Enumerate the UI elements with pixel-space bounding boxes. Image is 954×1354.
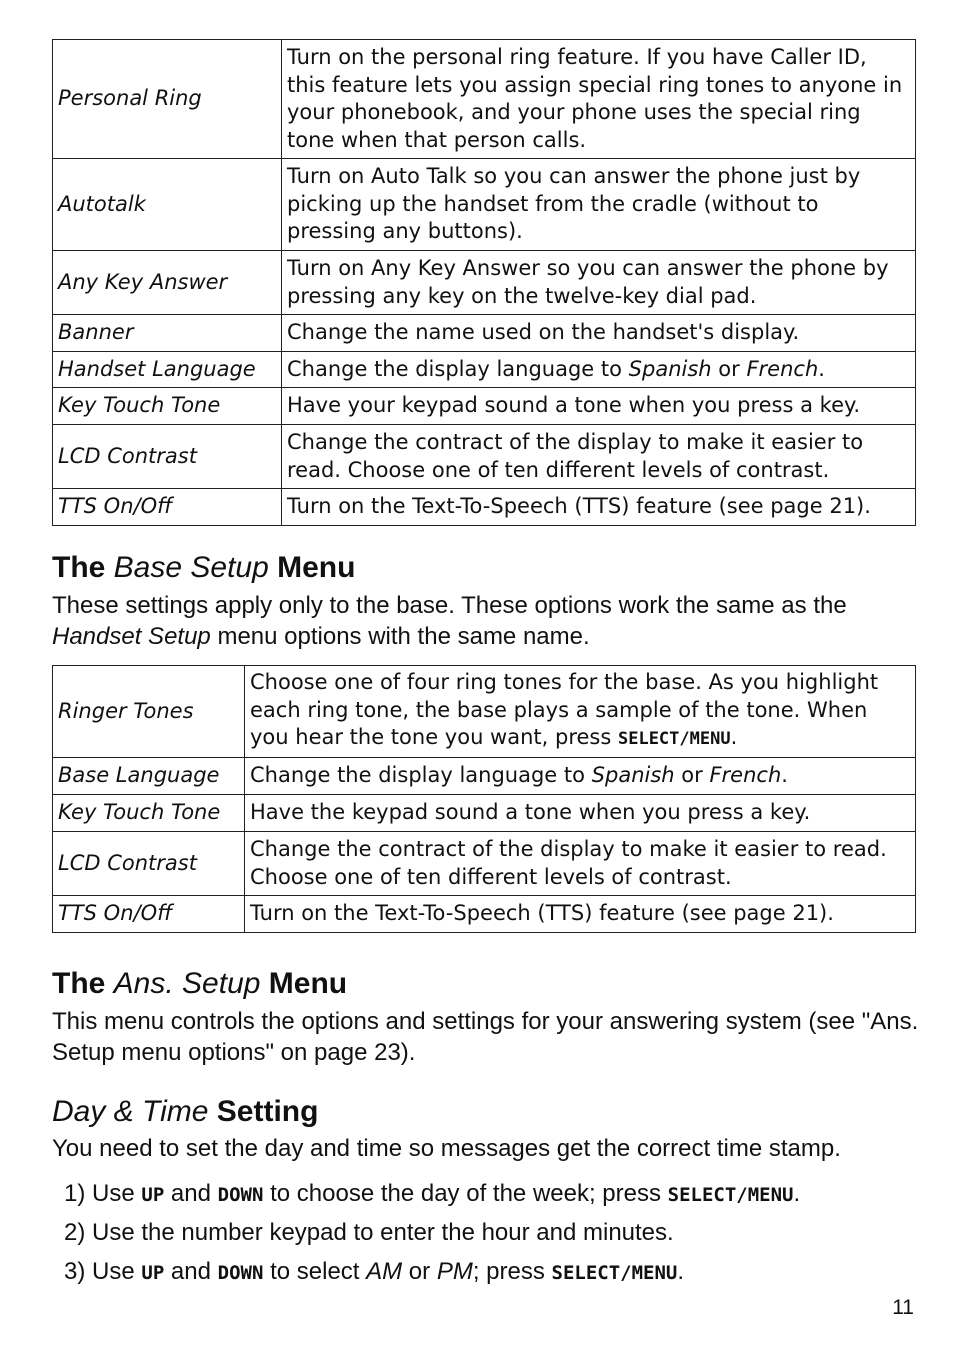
heading-setting: Setting <box>208 1095 319 1128</box>
heading-menu: Menu <box>260 967 348 1000</box>
setting-description: Change the contract of the display to make it easier to read. Choose one of ten different levels of contrast. <box>282 425 916 489</box>
setting-description: Have the keypad sound a tone when you press a key. <box>245 795 916 832</box>
step-number: 3) <box>64 1258 93 1285</box>
step-text: and <box>164 1258 218 1285</box>
handset-setup-ref: Handset Setup <box>52 623 211 650</box>
day-time-text: You need to set the day and time so messages get the correct time stamp. <box>52 1135 841 1162</box>
heading-the: The <box>52 551 114 584</box>
table-row <box>53 795 916 832</box>
desc-text: Change the display language to <box>287 356 629 381</box>
heading-menu: Menu <box>268 551 356 584</box>
down-key: DOWN <box>217 1184 264 1206</box>
option-french: French <box>709 763 782 788</box>
period: . <box>730 725 738 750</box>
heading-menu-name: Ans. Setup <box>113 967 261 1000</box>
step-text: or <box>402 1258 437 1285</box>
am-option: AM <box>366 1258 403 1285</box>
desc-text: Choose one of four ring tones for the base. As you highlight each ring tone, the base plays a sample of the tone. When you hear the tone you want, press <box>250 670 879 750</box>
setting-name: Key Touch Tone <box>53 795 245 832</box>
page-number: 11 <box>892 1296 914 1319</box>
setting-description: Turn on Any Key Answer so you can answer the phone by pressing any key on the twelve-key dial pad. <box>282 251 916 315</box>
setting-name: TTS On/Off <box>53 489 282 526</box>
heading-feature-name: Day & Time <box>52 1095 209 1128</box>
select-menu-key: SELECT/MENU <box>617 729 731 750</box>
desc-text: Change the display language to <box>250 763 592 788</box>
setting-name: TTS On/Off <box>53 896 245 933</box>
day-time-steps <box>64 1178 800 1295</box>
step-text: Use <box>92 1180 142 1207</box>
setting-name: Personal Ring <box>53 40 282 159</box>
intro-text: These settings apply only to the base. These options work the same as the <box>52 592 847 619</box>
heading-the: The <box>52 967 114 1000</box>
heading-menu-name: Base Setup <box>113 551 269 584</box>
setting-description: Have your keypad sound a tone when you press a key. <box>282 388 916 425</box>
step-text: Use the number keypad to enter the hour and minutes. <box>92 1219 674 1246</box>
step-item <box>64 1217 800 1256</box>
period: . <box>781 763 788 788</box>
setting-name: Key Touch Tone <box>53 388 282 425</box>
setting-name: Ringer Tones <box>53 666 245 758</box>
step-number: 2) <box>64 1219 93 1246</box>
option-spanish: Spanish <box>628 356 712 381</box>
setting-description: Turn on the personal ring feature. If you have Caller ID, this feature lets you assign special ring tones to anyone in your phonebook, and your phone uses the special ring tone when that person calls. <box>282 40 916 159</box>
period: . <box>818 356 825 381</box>
table-row <box>53 489 916 526</box>
setting-name: Base Language <box>53 758 245 795</box>
table-row <box>53 352 916 388</box>
ans-setup-text: This menu controls the options and settings for your answering system (see "Ans. Setup menu options" on page 23). <box>52 1008 919 1066</box>
step-item <box>64 1256 800 1295</box>
table-row <box>53 832 916 896</box>
or-text: or <box>711 356 747 381</box>
setting-description: Turn on the Text-To-Speech (TTS) feature (see page 21). <box>245 896 916 933</box>
ans-setup-heading <box>52 967 347 1001</box>
step-text: to choose the day of the week; press <box>263 1180 668 1207</box>
pm-option: PM <box>436 1258 473 1285</box>
step-text: . <box>793 1180 801 1207</box>
handset-setup-table <box>52 39 916 526</box>
option-french: French <box>746 356 819 381</box>
setting-name: Banner <box>53 315 282 352</box>
step-text: . <box>677 1258 685 1285</box>
setting-description <box>245 758 916 795</box>
select-menu-key: SELECT/MENU <box>551 1262 678 1284</box>
step-item <box>64 1178 800 1217</box>
setting-name: Any Key Answer <box>53 251 282 315</box>
step-text: and <box>164 1180 218 1207</box>
setting-description: Change the name used on the handset's display. <box>282 315 916 352</box>
option-spanish: Spanish <box>591 763 675 788</box>
table-row <box>53 251 916 315</box>
select-menu-key: SELECT/MENU <box>667 1184 794 1206</box>
table-row <box>53 40 916 159</box>
table-row <box>53 159 916 251</box>
down-key: DOWN <box>217 1262 264 1284</box>
table-row <box>53 315 916 352</box>
base-setup-heading <box>52 551 355 585</box>
setting-name: LCD Contrast <box>53 425 282 489</box>
table-row <box>53 425 916 489</box>
up-key: UP <box>141 1184 165 1206</box>
step-text: ; press <box>472 1258 552 1285</box>
base-setup-intro <box>52 590 922 652</box>
setting-name: Handset Language <box>53 352 282 388</box>
day-time-heading <box>52 1095 318 1129</box>
base-setup-table <box>52 665 916 933</box>
up-key: UP <box>141 1262 165 1284</box>
intro-text-end: menu options with the same name. <box>210 623 590 650</box>
or-text: or <box>674 763 710 788</box>
setting-description: Change the contract of the display to make it easier to read. Choose one of ten different levels of contrast. <box>245 832 916 896</box>
table-row <box>53 666 916 758</box>
setting-description <box>245 666 916 758</box>
step-text: Use <box>92 1258 142 1285</box>
table-row <box>53 388 916 425</box>
setting-description: Turn on the Text-To-Speech (TTS) feature (see page 21). <box>282 489 916 526</box>
step-number: 1) <box>64 1180 93 1207</box>
step-text: to select <box>263 1258 367 1285</box>
setting-name: LCD Contrast <box>53 832 245 896</box>
setting-description <box>282 352 916 388</box>
setting-description: Turn on Auto Talk so you can answer the phone just by picking up the handset from the cradle (without to pressing any buttons). <box>282 159 916 251</box>
table-row <box>53 758 916 795</box>
table-row <box>53 896 916 933</box>
setting-name: Autotalk <box>53 159 282 251</box>
